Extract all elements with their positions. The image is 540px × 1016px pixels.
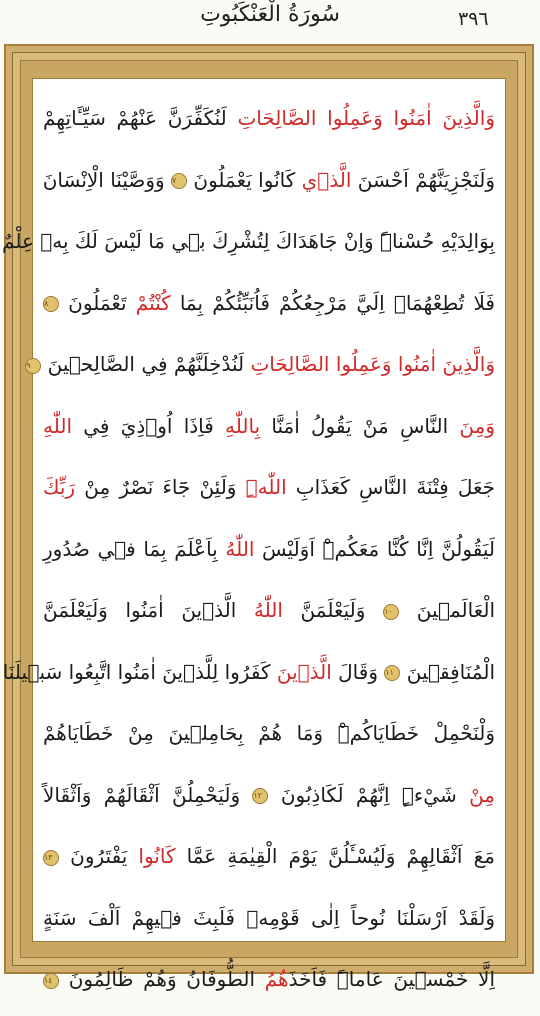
ayah-number-marker: ١١ bbox=[384, 665, 400, 681]
text-lines bbox=[2, 93, 496, 1016]
text-segment: وَلَيَحْمِلُنَّ اَثْقَالَهُمْ وَاَثْقَالاً bbox=[43, 782, 241, 807]
text-segment: وَقَالَ bbox=[331, 659, 378, 684]
ayah-number-marker: ٩ bbox=[25, 358, 41, 374]
text-segment: مَعَ اَثْقَالِهِمْ وَلَيُسْـَٔلُنَّ يَوْمَ الْقِيٰمَةِ عَمَّا bbox=[175, 844, 495, 868]
highlighted-word: رَبِّكَ bbox=[43, 475, 76, 499]
text-line bbox=[43, 278, 495, 340]
text-line bbox=[2, 216, 495, 278]
ayah-number-marker: ١٣ bbox=[43, 850, 59, 866]
text-segment: يَفْتَرُونَ bbox=[70, 844, 139, 868]
text-segment: كَانُوا يَعْمَلُونَ bbox=[193, 167, 302, 192]
text-line bbox=[43, 954, 495, 1016]
ayah-number-marker: ١٤ bbox=[43, 973, 59, 989]
text-line bbox=[43, 585, 495, 647]
text-line bbox=[43, 155, 495, 217]
text-segment: لَيَقُولُنَّ اِنَّا كُنَّا مَعَكُمْۜ اَوَلَيْسَ bbox=[254, 536, 495, 561]
highlighted-word: اللّٰهُ bbox=[225, 536, 255, 561]
text-segment: وَلَقَدْ اَرْسَلْنَا نُوحاً اِلٰى قَوْمِه۪ فَلَبِثَ ف۪يهِمْ اَلْفَ سَنَةٍ bbox=[43, 905, 495, 930]
highlighted-word: اللّٰهُ bbox=[253, 598, 283, 622]
ayah-number-marker: ٧ bbox=[171, 173, 187, 189]
text-line bbox=[43, 708, 495, 770]
text-segment: كَفَرُوا لِلَّذ۪ينَ اٰمَنُوا اتَّبِعُوا سَب۪يلَنَا bbox=[2, 659, 277, 684]
text-segment: وَلَنَجْزِيَنَّهُمْ اَحْسَنَ bbox=[351, 167, 495, 192]
highlighted-word: الَّذ۪ينَ bbox=[276, 659, 332, 684]
text-segment: الَّذ۪ينَ اٰمَنُوا وَلَيَعْلَمَنَّ bbox=[43, 598, 254, 622]
text-segment: اِلَّا خَمْس۪ينَ عَاماًۜ فَاَخَذَ bbox=[288, 967, 495, 991]
text-segment: وَوَصَّيْنَا الْاِنْسَانَ bbox=[42, 167, 165, 192]
text-line bbox=[43, 462, 495, 524]
text-segment: وَلَيَعْلَمَنَّ bbox=[282, 598, 366, 622]
text-segment: لَنُدْخِلَنَّهُمْ فِي الصَّالِح۪ينَ bbox=[47, 352, 251, 376]
text-line bbox=[43, 770, 495, 832]
highlighted-word: وَالَّذِينَ اٰمَنُوا وَعَمِلُوا الصَّالِحَاتِ bbox=[237, 106, 495, 130]
ayah-number-marker: ١٠ bbox=[383, 604, 399, 620]
text-segment: تَعْمَلُونَ bbox=[68, 290, 136, 315]
text-line bbox=[43, 524, 495, 586]
text-segment: لَنُكَفِّرَنَّ عَنْهُمْ سَيِّـَٔاتِهِمْ bbox=[43, 106, 238, 130]
text-line bbox=[43, 831, 495, 893]
text-line bbox=[26, 339, 495, 401]
text-segment: ۜ وَلَئِنْ جَٓاءَ نَصْرٌ مِنْ bbox=[75, 475, 246, 499]
highlighted-word: اللّٰهِ bbox=[245, 475, 287, 499]
highlighted-word: هُمُ bbox=[264, 967, 289, 991]
text-line bbox=[2, 647, 495, 709]
highlighted-word: كُنْتُمْ bbox=[135, 290, 171, 315]
text-segment: فَلَا تُطِعْهُمَاۜ اِلَيَّ مَرْجِعُكُمْ فَاُنَبِّئُكُمْ بِمَا bbox=[170, 290, 495, 315]
text-segment: بِاَعْلَمَ بِمَا ف۪ي صُدُورِ bbox=[43, 536, 226, 561]
highlighted-word: وَالَّذِينَ اٰمَنُوا وَعَمِلُوا الصَّالِحَاتِ bbox=[250, 352, 495, 376]
text-segment: فَاِذَا اُو۫ذِيَ فِي bbox=[72, 413, 226, 438]
text-segment: الطُّوفَانُ وَهُمْ ظَالِمُونَ bbox=[68, 967, 265, 991]
text-segment: الْمُنَافِق۪ينَ bbox=[406, 659, 495, 684]
text-line bbox=[43, 893, 495, 955]
highlighted-word: اللّٰهِ bbox=[43, 413, 72, 438]
text-segment: جَعَلَ فِتْنَةَ النَّاسِ كَعَذَابِ bbox=[286, 475, 495, 499]
highlighted-word: بِاللّٰهِ bbox=[225, 413, 261, 438]
ayah-number-marker: ١٢ bbox=[252, 788, 268, 804]
text-segment: بِوَالِدَيْهِ حُسْناًۜ وَاِنْ جَاهَدَاكَ لِتُشْرِكَ ب۪ي مَا لَيْسَ لَكَ بِه۪ عِلْمٌ bbox=[2, 229, 495, 253]
highlighted-word: الَّذ۪ي bbox=[301, 167, 352, 192]
ayah-number-marker: ٨ bbox=[43, 296, 59, 312]
highlighted-word: وَمِنَ bbox=[459, 413, 495, 438]
highlighted-word: مِنْ bbox=[469, 782, 495, 807]
surah-title: سُورَةُ الْعَنْكَبُوتِ bbox=[200, 2, 340, 27]
highlighted-word: كَانُوا bbox=[138, 844, 176, 868]
page-header bbox=[0, 0, 540, 40]
text-line bbox=[43, 401, 495, 463]
text-segment: النَّاسِ مَنْ يَقُولُ اٰمَنَّا bbox=[260, 413, 460, 438]
text-line bbox=[43, 93, 495, 155]
text-panel bbox=[2, 78, 506, 991]
page-number: ٣٩٦ bbox=[458, 8, 489, 30]
text-segment: شَيْءٍۜ اِنَّهُمْ لَكَاذِبُونَ bbox=[280, 782, 470, 807]
text-segment: الْعَالَم۪ينَ bbox=[416, 598, 496, 622]
text-segment: وَلْنَحْمِلْ خَطَايَاكُمْۜ وَمَا هُمْ بِحَامِل۪ينَ مِنْ خَطَايَاهُمْ bbox=[43, 721, 495, 745]
